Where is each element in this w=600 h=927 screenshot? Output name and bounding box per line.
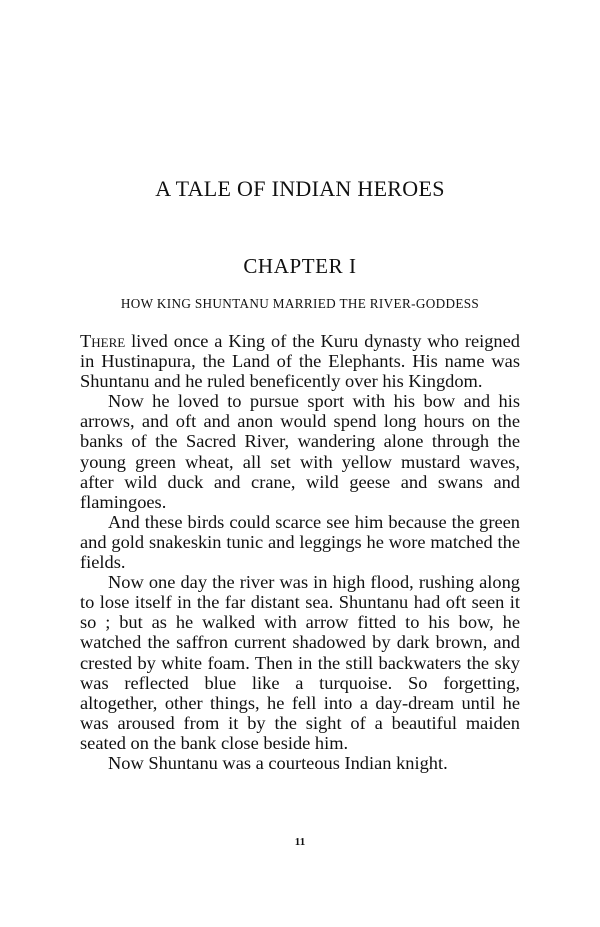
drop-lead-word: There: [80, 331, 126, 351]
body-text: [80, 331, 520, 773]
chapter-heading: CHAPTER I: [243, 254, 357, 278]
paragraph: [80, 331, 520, 391]
page-number: 11: [294, 836, 306, 848]
book-title: A TALE OF INDIAN HEROES: [155, 176, 445, 201]
paragraph: Now one day the river was in high flood, rushing along to lose itself in the far distant sea. Shuntanu had oft seen it so ; but as he walked with arrow fitted to his bow, he watched the saffron current shadowed by dark brown, and crested by white foam. Then in the still backwaters the sky was reflected blue like a turquoise. So forgetting, altogether, other things, he fell into a day-dream until he was aroused from it by the sight of a beautiful maiden seated on the bank close beside him.: [80, 572, 520, 753]
paragraph: Now he loved to pursue sport with his bow and his arrows, and oft and anon would spend long hours on the banks of the Sacred River, wandering alone through the young green wheat, all set with yellow mustard waves, after wild duck and crane, wild geese and swans and flamingoes.: [80, 391, 520, 512]
paragraph: And these birds could scarce see him because the green and gold snakeskin tunic and leggings he wore matched the fields.: [80, 511, 520, 573]
paragraph: Now Shuntanu was a courteous Indian knight.: [108, 752, 448, 773]
paragraph-text: lived once a King of the Kuru dynasty who reigned in Hustinapura, the Land of the Elephants. His name was Shuntanu and he ruled beneficently over his Kingdom.: [80, 331, 520, 392]
chapter-subtitle: HOW KING SHUNTANU MARRIED THE RIVER-GODDESS: [120, 296, 480, 311]
